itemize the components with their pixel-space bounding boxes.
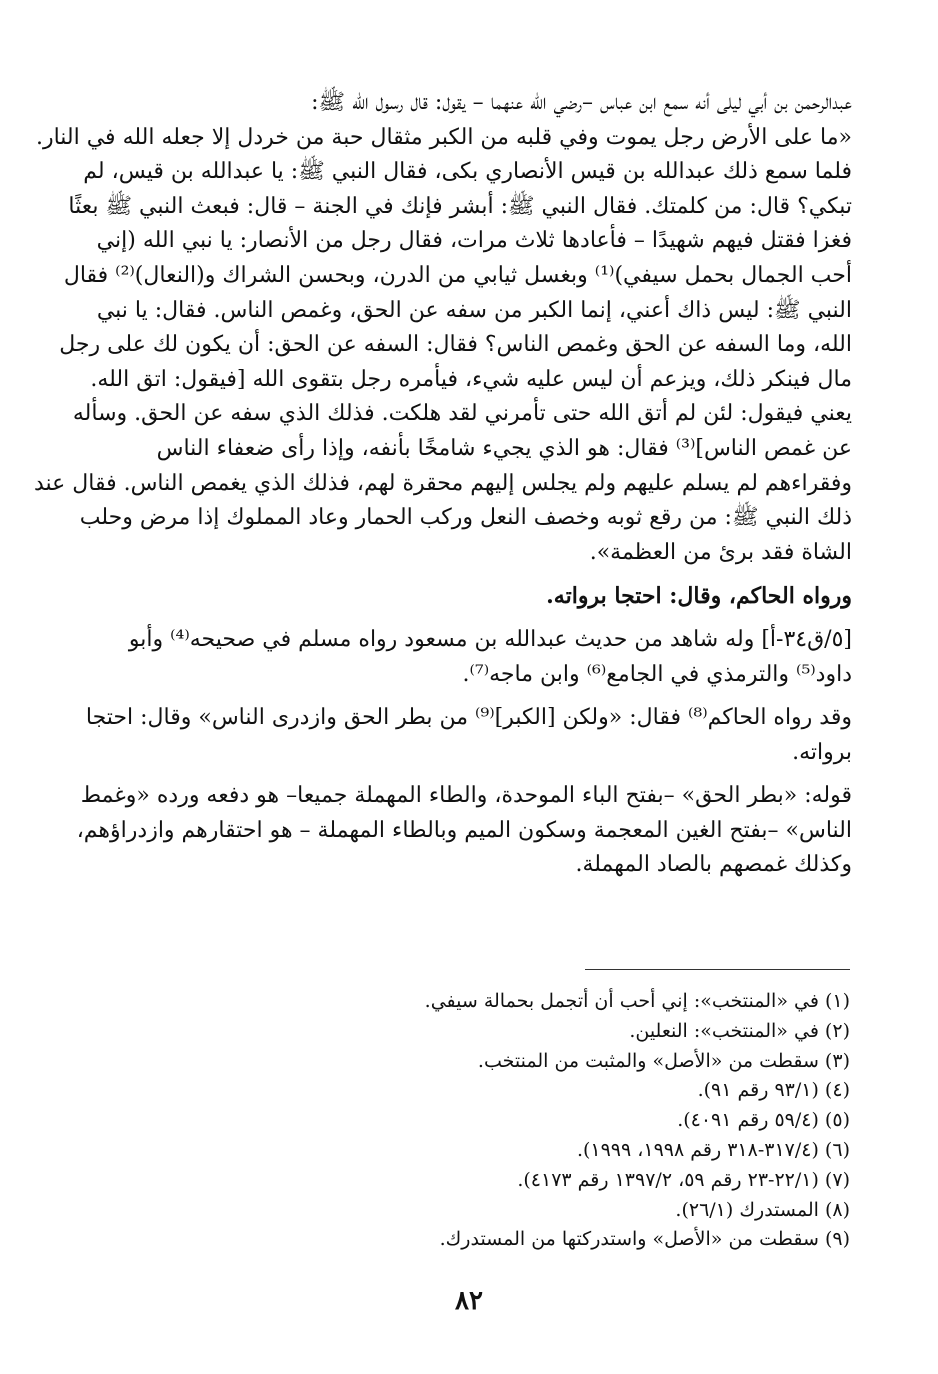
text-line: وقد رواه الحاكم⁽⁸⁾ فقال: «ولكن [الكبر]⁽⁹⁾ من بطر الحق وازدرى الناس» وقال: احتجا — [85, 705, 852, 731]
footnote: (٧) (٢٢/١-٢٣ رقم ٥٩، ١٣٩٧/٢ رقم ٤١٧٣). — [517, 1168, 850, 1191]
witness-paragraph — [88, 623, 852, 692]
page-number: ٨٢ — [455, 1286, 483, 1316]
explanation-paragraph — [76, 779, 852, 883]
text-line: برواته. — [792, 739, 852, 765]
footnote: (٥) (٥٩/٤ رقم ٤٠٩١). — [677, 1109, 850, 1132]
text-line: «ما على الأرض رجل يموت وفي قلبه من الكبر مثقال حبة من خردل إلا جعله الله في النار. — [35, 124, 852, 150]
text-line: [٥/ق٣٤-أ] وله شاهد من حديث عبدالله بن مسعود رواه مسلم في صحيحه⁽⁴⁾ وأبو — [128, 626, 852, 652]
text-line: وكذلك غمصهم بالصاد المهملة. — [575, 852, 852, 878]
text-line: الشاة فقد برئ من العظمة». — [589, 539, 852, 565]
footnote: (٦) (٣١٧/٤-٣١٨ رقم ١٩٩٨، ١٩٩٩). — [576, 1138, 850, 1161]
text-line: أحب الجمال بحمل سيفي)⁽¹⁾ وبغسل ثيابي من الدرن، وبحسن الشراك و(النعال)⁽²⁾ فقال — [63, 262, 852, 288]
text-line: تبكي؟ قال: من كلمتك. فقال النبي ﷺ: أبشر فإنك في الجنة – قال: فبعث النبي ﷺ بعثًا — [68, 193, 852, 219]
footnote: (٣) سقطت من «الأصل» والمثبت من المنتخب. — [477, 1049, 850, 1072]
text-line: الناس» –بفتح الغين المعجمة وسكون الميم وبالطاء المهملة – هو احتقارهم وازدراؤهم، — [76, 817, 852, 843]
text-line: يعني فيقول: لئن لم أتق الله حتى تأمرني لقد هلكت. فذلك الذي سفه عن الحق. وسأله — [72, 401, 852, 427]
text-line: داود⁽⁵⁾ والترمذي في الجامع⁽⁶⁾ وابن ماجه⁽⁷⁾. — [462, 661, 852, 687]
footnote: (٨) المستدرك (٢٦/١). — [675, 1198, 850, 1221]
main-text — [33, 86, 852, 892]
footnotes — [210, 987, 850, 1255]
hadith-paragraph — [33, 86, 852, 570]
text-line: وفقراءهم لم يسلم عليهم ولم يجلس إليهم محقرة لهم، فذلك الذي يغمص الناس. فقال عند — [33, 470, 852, 496]
footnote: (١) في «المنتخب»: إني أحب أن أتجمل بحمالة سيفي. — [424, 990, 850, 1012]
footnote: (٢) في «المنتخب»: النعلين. — [629, 1019, 850, 1042]
footnote-divider — [585, 969, 850, 970]
hakim-narration-paragraph — [85, 701, 852, 770]
text-line: النبي ﷺ: ليس ذاك أعني، إنما الكبر من سفه عن الحق، وغمص الناس. فقال: يا نبي — [96, 297, 852, 323]
text-line: فلما سمع ذلك عبدالله بن قيس الأنصاري بكى، فقال النبي ﷺ: يا عبدالله بن قيس، لم — [83, 159, 852, 185]
text-line: عبدالرحمن بن أبي ليلى أنه سمع ابن عباس –رضي الله عنهما – يقول: قال رسول الله ﷺ: — [311, 90, 852, 115]
text-line: ورواه الحاكم، وقال: احتجا برواته. — [546, 583, 852, 610]
footnote: (٩) سقطت من «الأصل» واستدركتها من المستدرك. — [439, 1228, 850, 1251]
text-line: عن غمص الناس]⁽³⁾ فقال: هو الذي يجيء شامخًا بأنفه، وإذا رأى ضعفاء الناس — [156, 435, 852, 461]
footnote: (٤) (٩٣/١ رقم ٩١). — [697, 1079, 850, 1102]
text-line: الله، وما السفه عن الحق وغمص الناس؟ فقال: السفه عن الحق: أن يكون لك على رجل — [59, 332, 852, 358]
text-line: قوله: «بطر الحق» –بفتح الباء الموحدة، والطاء المهملة جميعا– هو دفعه ورده «وغمط — [80, 783, 852, 809]
text-line: مال فينكر ذلك، ويزعم أن ليس عليه شيء، فيأمره رجل بتقوى الله [فيقول: اتق الله. — [90, 366, 852, 392]
text-line: فغزا فقتل فيهم شهيدًا – فأعادها ثلاث مرات، فقال رجل من الأنصار: يا نبي الله (إني — [96, 228, 852, 254]
text-line: ذلك النبي ﷺ: من رقع ثوبه وخصف النعل وركب الحمار وعاد المملوك إذا مرض وحلب — [79, 505, 852, 531]
hakim-paragraph — [88, 579, 852, 614]
